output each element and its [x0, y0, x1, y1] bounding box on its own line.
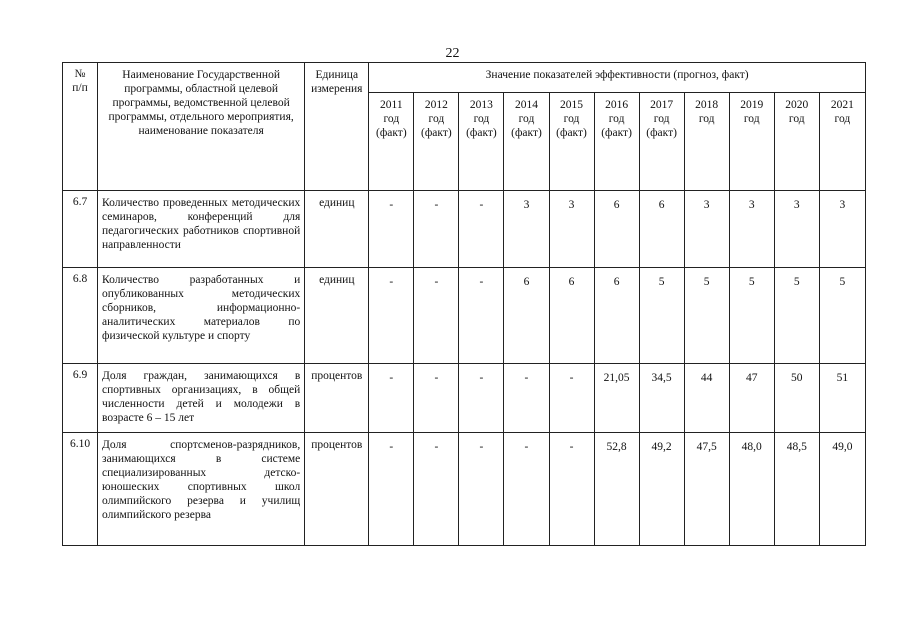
- table-row: [63, 433, 866, 546]
- header-year-l2: год: [653, 113, 670, 125]
- header-year-year: 2019: [740, 99, 764, 111]
- header-year-l2: год: [608, 113, 625, 125]
- header-year-year: 2021: [830, 99, 854, 111]
- value-cell-2020: 50: [774, 364, 819, 433]
- value-cell-2015: 3: [549, 191, 594, 268]
- value-cell-2018: 5: [684, 268, 729, 364]
- value-cell-2017: 6: [639, 191, 684, 268]
- value-cell-2021: 3: [819, 191, 865, 268]
- header-year-year: 2016: [605, 99, 629, 111]
- value-cell-2016: 21,05: [594, 364, 639, 433]
- header-year-l3: (факт): [601, 127, 632, 139]
- value-cell-2017: 49,2: [639, 433, 684, 546]
- header-unit: Единица измерения: [305, 63, 369, 191]
- header-year-l3: (факт): [556, 127, 587, 139]
- value-cell-2013: -: [459, 364, 504, 433]
- header-year-2021: [819, 93, 865, 191]
- value-cell-2016: 6: [594, 191, 639, 268]
- row-number: 6.10: [63, 433, 98, 546]
- header-year-l3: (факт): [646, 127, 677, 139]
- value-cell-2015: -: [549, 433, 594, 546]
- header-year-l3: (факт): [421, 127, 452, 139]
- page-number: 22: [445, 46, 460, 61]
- header-year-year: 2018: [695, 99, 719, 111]
- header-year-l3: (факт): [466, 127, 497, 139]
- indicator-name: Количество разработанных и опубликованных методических сборников, информационно-аналитических материалов по физической культуре и спорту: [98, 268, 305, 364]
- header-year-l2: год: [473, 113, 490, 125]
- header-year-2016: [594, 93, 639, 191]
- table-row: [63, 364, 866, 433]
- value-cell-2011: -: [369, 364, 414, 433]
- value-cell-2019: 47: [729, 364, 774, 433]
- value-cell-2020: 5: [774, 268, 819, 364]
- header-year-year: 2012: [424, 99, 448, 111]
- header-year-year: 2020: [785, 99, 809, 111]
- value-cell-2016: 6: [594, 268, 639, 364]
- indicators-table: [62, 62, 866, 546]
- header-year-year: 2017: [650, 99, 674, 111]
- table-body: [63, 191, 866, 546]
- indicator-name: Доля спортсменов-разрядников, занимающихся в системе специализированных детско-юношеских спортивных школ олимпийского резерва и училищ олимпийского резерва: [98, 433, 305, 546]
- header-year-2015: [549, 93, 594, 191]
- unit-cell: процентов: [305, 433, 369, 546]
- value-cell-2013: -: [459, 433, 504, 546]
- value-cell-2011: -: [369, 268, 414, 364]
- header-year-2017: [639, 93, 684, 191]
- value-cell-2014: -: [504, 364, 549, 433]
- header-year-2019: [729, 93, 774, 191]
- value-cell-2017: 34,5: [639, 364, 684, 433]
- value-cell-2015: 6: [549, 268, 594, 364]
- value-cell-2021: 5: [819, 268, 865, 364]
- header-year-l2: год: [698, 113, 715, 125]
- header-year-2020: [774, 93, 819, 191]
- value-cell-2020: 3: [774, 191, 819, 268]
- value-cell-2011: -: [369, 433, 414, 546]
- value-cell-2017: 5: [639, 268, 684, 364]
- value-cell-2012: -: [414, 268, 459, 364]
- value-cell-2012: -: [414, 433, 459, 546]
- value-cell-2019: 48,0: [729, 433, 774, 546]
- value-cell-2018: 47,5: [684, 433, 729, 546]
- value-cell-2021: 51: [819, 364, 865, 433]
- header-year-l2: год: [518, 113, 535, 125]
- unit-cell: процентов: [305, 364, 369, 433]
- value-cell-2014: 3: [504, 191, 549, 268]
- header-year-l2: год: [743, 113, 760, 125]
- header-year-2012: [414, 93, 459, 191]
- header-year-l2: год: [788, 113, 805, 125]
- table-header: [63, 63, 866, 191]
- value-cell-2020: 48,5: [774, 433, 819, 546]
- value-cell-2018: 3: [684, 191, 729, 268]
- row-number: 6.7: [63, 191, 98, 268]
- value-cell-2011: -: [369, 191, 414, 268]
- value-cell-2019: 5: [729, 268, 774, 364]
- header-year-2013: [459, 93, 504, 191]
- value-cell-2018: 44: [684, 364, 729, 433]
- row-number: 6.8: [63, 268, 98, 364]
- header-year-year: 2015: [560, 99, 584, 111]
- value-cell-2012: -: [414, 364, 459, 433]
- header-year-l3: (факт): [511, 127, 542, 139]
- header-year-year: 2013: [469, 99, 493, 111]
- value-cell-2021: 49,0: [819, 433, 865, 546]
- unit-cell: единиц: [305, 268, 369, 364]
- header-year-l3: (факт): [375, 127, 407, 139]
- value-cell-2014: -: [504, 433, 549, 546]
- header-year-l2: год: [383, 113, 400, 125]
- header-year-2011: [369, 93, 414, 191]
- indicator-name: Доля граждан, занимающихся в спортивных организациях, в общей численности детей и молодежи в возрасте 6 – 15 лет: [98, 364, 305, 433]
- header-year-2018: [684, 93, 729, 191]
- value-cell-2016: 52,8: [594, 433, 639, 546]
- header-year-2014: [504, 93, 549, 191]
- row-number: 6.9: [63, 364, 98, 433]
- value-cell-2015: -: [549, 364, 594, 433]
- header-year-l2: год: [428, 113, 445, 125]
- header-group: Значение показателей эффективности (прогноз, факт): [369, 63, 866, 93]
- table-row: [63, 191, 866, 268]
- header-year-year: 2011: [380, 99, 403, 111]
- header-name: Наименование Государственной программы, областной целевой программы, ведомственной целевой программы, отдельного мероприятия, наименование показателя: [98, 63, 305, 191]
- header-year-l2: год: [834, 113, 851, 125]
- header-year-year: 2014: [514, 99, 538, 111]
- value-cell-2019: 3: [729, 191, 774, 268]
- value-cell-2012: -: [414, 191, 459, 268]
- unit-cell: единиц: [305, 191, 369, 268]
- value-cell-2013: -: [459, 268, 504, 364]
- header-year-l2: год: [563, 113, 580, 125]
- header-num: № п/п: [63, 63, 98, 191]
- value-cell-2014: 6: [504, 268, 549, 364]
- value-cell-2013: -: [459, 191, 504, 268]
- indicator-name: Количество проведенных методических семинаров, конференций для педагогических работников спортивной направленности: [98, 191, 305, 268]
- table-row: [63, 268, 866, 364]
